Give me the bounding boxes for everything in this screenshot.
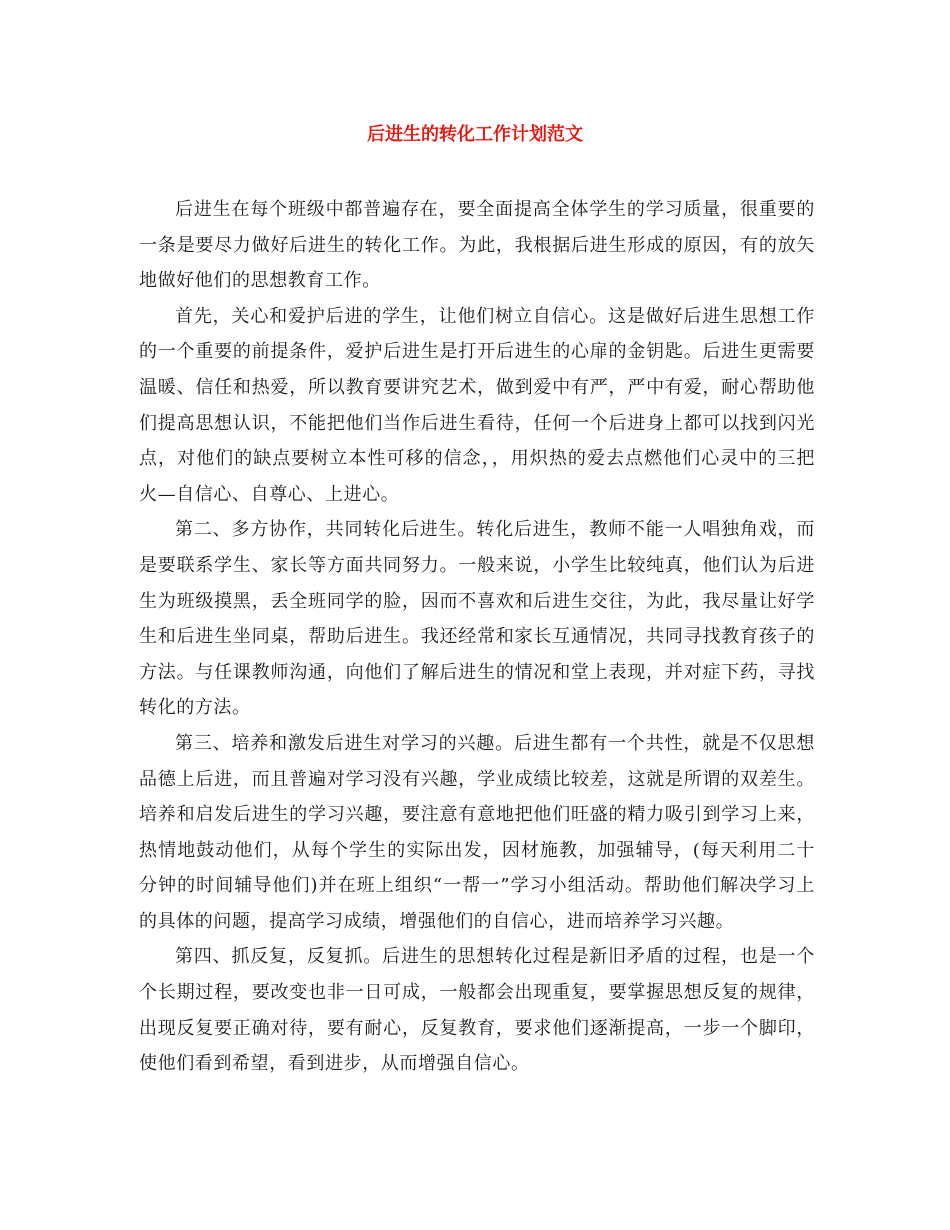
document-title: 后进生的转化工作计划范文 (367, 124, 583, 145)
paragraph-second: 第二、多方协作，共同转化后进生。转化后进生，教师不能一人唱独角戏，而是要联系学生、家长等方面共同努力。一般来说，小学生比较纯真，他们认为后进生为班级摸黑，丢全班同学的脸，因而不喜欢和后进生交往，为此，我尽量让好学生和后进生坐同桌，帮助后进生。我还经常和家长互通情况，共同寻找教育孩子的方法。与任课教师沟通，向他们了解后进生的情况和堂上表现，并对症下药，寻找转化的方法。 (139, 519, 815, 719)
paragraph-first: 首先，关心和爱护后进的学生，让他们树立自信心。这是做好后进生思想工作的一个重要的前提条件，爱护后进生是打开后进生的心扉的金钥匙。后进生更需要温暖、信任和热爱，所以教育要讲究艺术，做到爱中有严，严中有爱，耐心帮助他们提高思想认识，不能把他们当作后进生看待，任何一个后进身上都可以找到闪光点，对他们的缺点要树立本性可移的信念，，用炽热的爱去点燃他们心灵中的三把火—自信心、自尊心、上进心。 (139, 305, 815, 505)
document-body (139, 192, 815, 1082)
paragraph-fourth: 第四、抓反复，反复抓。后进生的思想转化过程是新旧矛盾的过程，也是一个个长期过程，要改变也非一日可成，一般都会出现重复，要掌握思想反复的规律，出现反复要正确对待，要有耐心，反复教育，要求他们逐渐提高，一步一个脚印，使他们看到希望，看到进步，从而增强自信心。 (139, 946, 815, 1075)
paragraph-intro: 后进生在每个班级中都普遍存在，要全面提高全体学生的学习质量，很重要的一条是要尽力做好后进生的转化工作。为此，我根据后进生形成的原因，有的放矢地做好他们的思想教育工作。 (139, 199, 815, 292)
paragraph-third: 第三、培养和激发后进生对学习的兴趣。后进生都有一个共性，就是不仅思想品德上后进，而且普遍对学习没有兴趣，学业成绩比较差，这就是所谓的双差生。培养和启发后进生的学习兴趣，要注意有意地把他们旺盛的精力吸引到学习上来，热情地鼓动他们，从每个学生的实际出发，因材施教，加强辅导，(每天利用二十分钟的时间辅导他们)并在班上组织“一帮一”学习小组活动。帮助他们解决学习上的具体的问题，提高学习成绩，增强他们的自信心，进而培养学习兴趣。 (139, 732, 815, 932)
